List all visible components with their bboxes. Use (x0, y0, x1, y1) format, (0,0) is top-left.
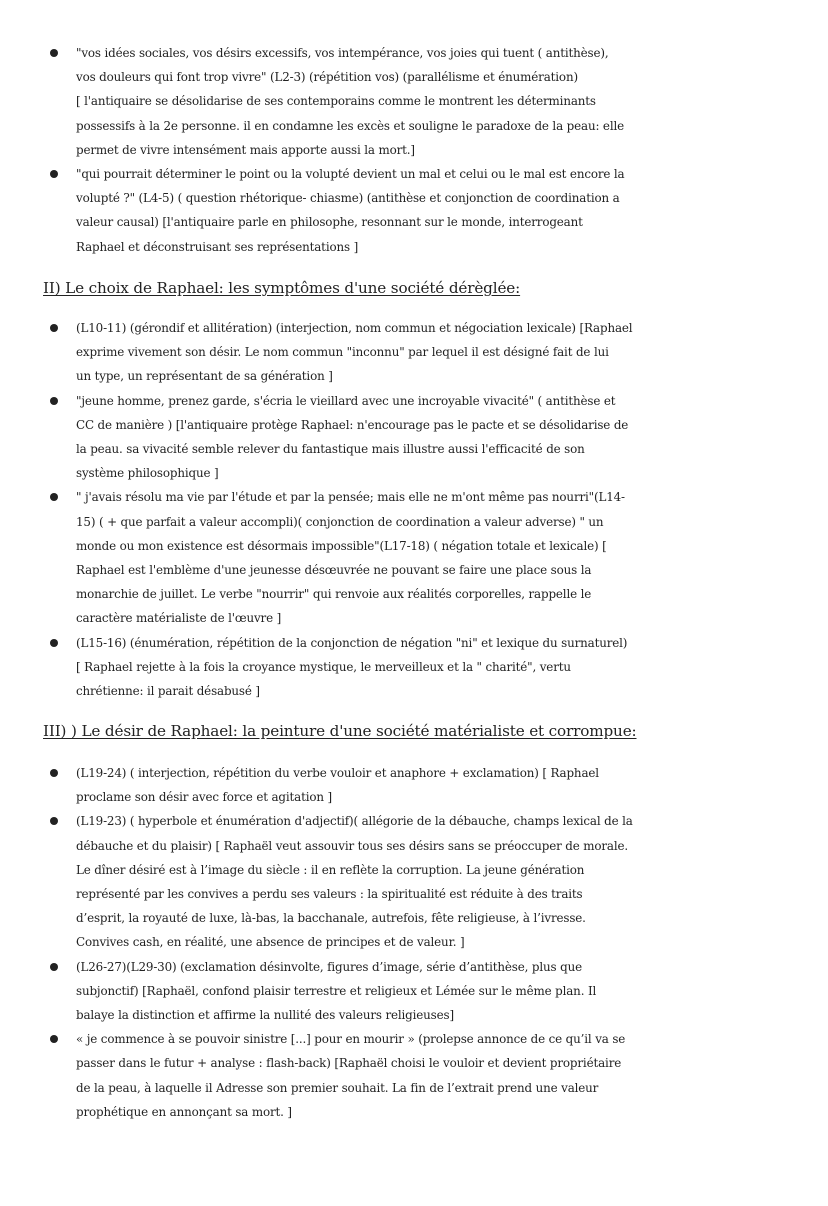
list-item (0, 955, 828, 1028)
list-item (0, 316, 828, 389)
list-item (0, 389, 828, 486)
list-item (0, 761, 828, 809)
bullet-icon (50, 49, 58, 57)
item-text: " j'avais résolu ma vie par l'étude et par la pensée; mais elle ne m'ont même pas nourri"(L14- 15) ( + que parfait a valeur accompli)( conjonction de coordination a valeur adverse) " un monde ou mon existence est désormais impossible"(L17-18) ( négation totale et lexicale) [ Raphael est l'emblème d'une jeunesse désœuvrée ne pouvant se faire une place sous la monarchie de juillet. Le verbe "nourrir" qui renvoie aux réalités corporelles, rappelle le caractère matérialiste de l'œuvre ] (76, 490, 625, 626)
list-item (0, 1027, 828, 1124)
bullet-icon (50, 769, 58, 777)
item-text: "qui pourrait déterminer le point ou la volupté devient un mal et celui ou le mal est encore la volupté ?" (L4-5) ( question rhétorique- chiasme) (antithèse et conjonction de coordination a valeur causal) [l'antiquaire parle en philosophe, resonnant sur le monde, interrogeant Raphael et déconstruisant ses représentations ] (76, 167, 625, 254)
item-text: "vos idées sociales, vos désirs excessifs, vos intempérance, vos joies qui tuent ( antithèse), vos douleurs qui font trop vivre" (L2-3) (répétition vos) (parallélisme et énumération) [ l'antiquaire se désolidarise de ses contemporains comme le montrent les déterminants possessifs à la 2e personne. il en condamne les excès et souligne le paradoxe de la peau: elle permet de vivre intensément mais apporte aussi la mort.] (76, 46, 625, 157)
bullet-icon (50, 1035, 58, 1043)
item-text: "jeune homme, prenez garde, s'écria le vieillard avec une incroyable vivacité" ( antithèse et CC de manière ) [l'antiquaire protège Raphael: n'encourage pas le pacte et se désolidarise de la peau. sa vivacité semble relever du fantastique mais illustre aussi l'efficacité de son système philosophique ] (76, 393, 629, 481)
bullet-icon (50, 170, 58, 178)
list-item (0, 809, 828, 954)
item-text: (L15-16) (énumération, répétition de la conjonction de négation "ni" et lexique du surnaturel) [ Raphael rejette à la fois la croyance mystique, le merveilleux et la " charité", vertu chrétienne: il parait désabusé ] (76, 635, 628, 699)
list-item (0, 485, 828, 630)
item-text: (L19-24) ( interjection, répétition du verbe vouloir et anaphore + exclamation) [ Raphael proclame son désir avec force et agitation ] (76, 766, 599, 805)
bullet-icon (50, 639, 58, 647)
section-2-heading: II) Le choix de Raphael: les symptômes d'une société dérèglée: (43, 279, 521, 297)
list-item (0, 162, 828, 259)
item-text: (L10-11) (gérondif et allitération) (interjection, nom commun et négociation lexicale) [Raphael exprime vivement son désir. Le nom commun "inconnu" par lequel il est désigné fait de lui un type, un représentant de sa génération ] (76, 321, 633, 384)
list-item (0, 41, 828, 162)
section-2-list (0, 316, 828, 703)
bullet-icon (50, 493, 58, 501)
item-text: « je commence à se pouvoir sinistre [...] pour en mourir » (prolepse annonce de ce qu’il va se passer dans le futur + analyse : flash-back) [Raphaël choisi le vouloir et devient propriétaire de la peau, à laquelle il Adresse son premier souhait. La fin de l’extrait prend une valeur prophétique en annonçant sa mort. ] (76, 1032, 626, 1119)
section-3-heading: III) ) Le désir de Raphael: la peinture d'une société matérialiste et corrompue: (43, 722, 637, 740)
list-item (0, 631, 828, 704)
bullet-icon (50, 397, 58, 405)
item-text: (L26-27)(L29-30) (exclamation désinvolte, figures d’image, série d’antithèse, plus que subjonctif) [Raphaël, confond plaisir terrestre et religieux et Lémée sur le même plan. Il balaye la distinction et affirme la nullité des valeurs religieuses] (76, 959, 597, 1023)
section-3-list (0, 761, 828, 1124)
bullet-icon (50, 324, 58, 332)
section-1-list (0, 41, 828, 259)
item-text: (L19-23) ( hyperbole et énumération d'adjectif)( allégorie de la débauche, champs lexical de la débauche et du plaisir) [ Raphaël veut assouvir tous ses désirs sans se préoccuper de morale. Le dîner désiré est à l’image du siècle : il en reflète la corruption. La jeune génération représenté par les convives a perdu ses valeurs : la spiritualité est réduite à des traits d’esprit, la royauté de luxe, là-bas, la bacchanale, autrefois, fête religieuse, à l’ivresse. Convives cash, en réalité, une absence de principes et de valeur. ] (76, 814, 633, 950)
bullet-icon (50, 817, 58, 825)
bullet-icon (50, 963, 58, 971)
